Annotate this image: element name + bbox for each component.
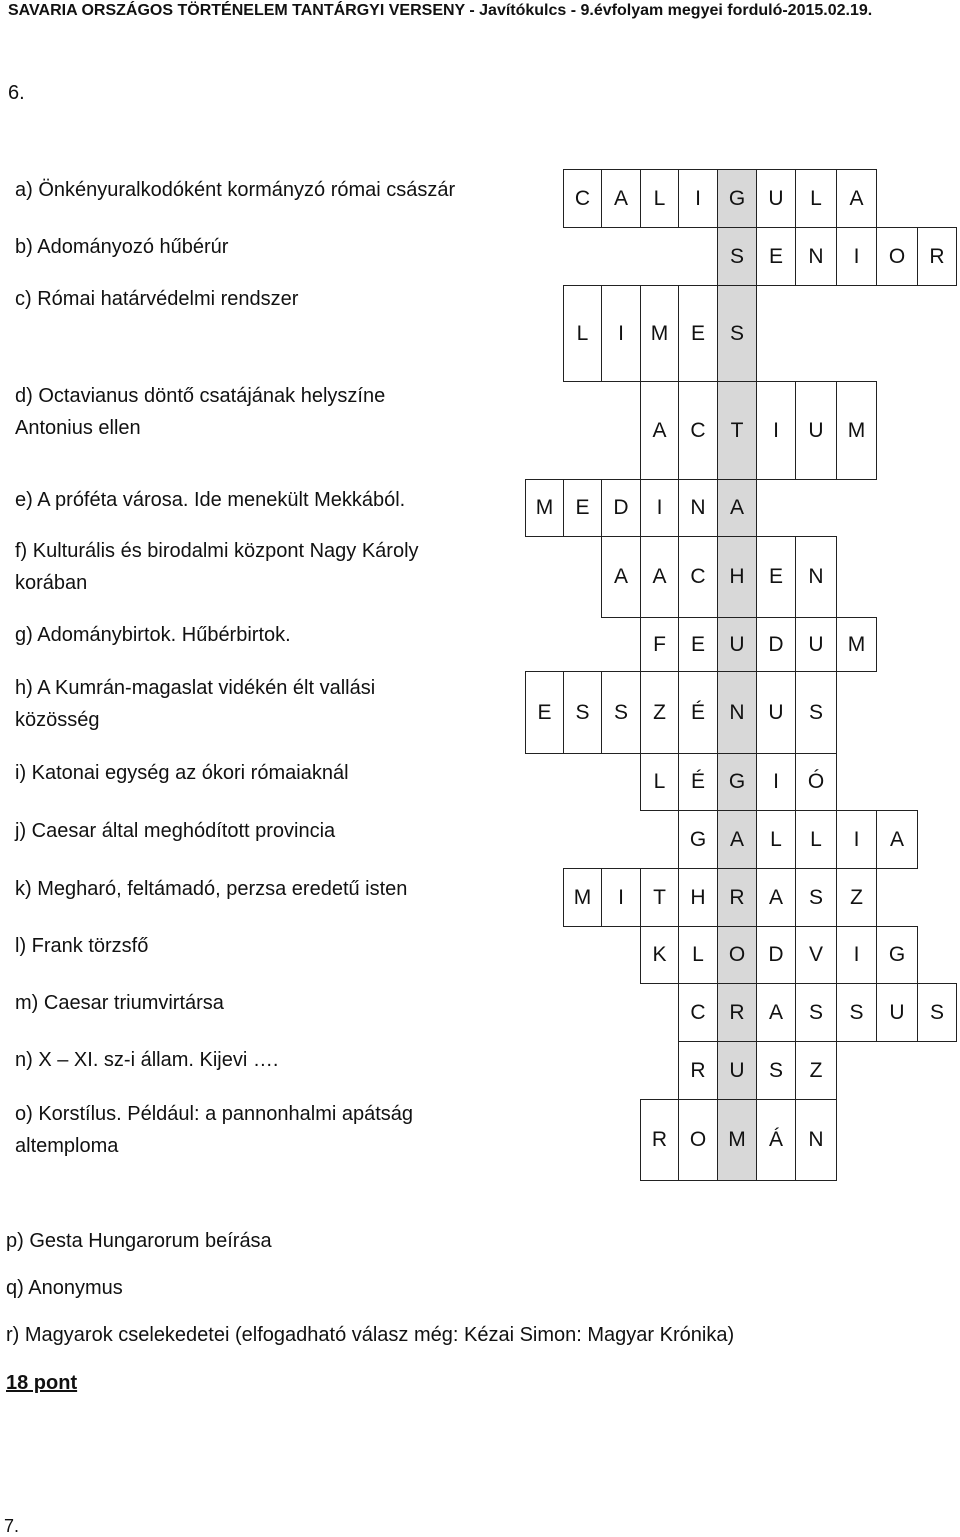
crossword-cell: S bbox=[917, 983, 957, 1042]
crossword-cell: S bbox=[795, 868, 837, 927]
page-header: SAVARIA ORSZÁGOS TÖRTÉNELEM TANTÁRGYI VERSENY - Javítókulcs - 9.évfolyam megyei forduló-2015.02.19. bbox=[8, 2, 873, 19]
crossword-cell: G bbox=[717, 753, 757, 811]
crossword-cell: A bbox=[640, 381, 679, 480]
crossword-cell: G bbox=[876, 926, 918, 984]
crossword-cell: R bbox=[640, 1099, 679, 1181]
clue-e: e) A próféta városa. Ide menekült Mekkából. bbox=[15, 489, 406, 511]
footer-r: r) Magyarok cselekedetei (elfogadható válasz még: Kézai Simon: Magyar Krónika) bbox=[6, 1324, 735, 1346]
crossword-cell: I bbox=[756, 753, 796, 811]
crossword-cell: S bbox=[756, 1041, 796, 1100]
crossword-cell: E bbox=[678, 617, 718, 672]
crossword-cell: E bbox=[678, 285, 718, 382]
crossword-cell: H bbox=[717, 536, 757, 618]
crossword-cell: L bbox=[756, 810, 796, 869]
clue-h: h) A Kumrán-magaslat vidékén élt vallási közösség bbox=[15, 677, 376, 731]
crossword-cell: D bbox=[756, 926, 796, 984]
crossword-cell: A bbox=[601, 536, 641, 618]
crossword-cell: Ó bbox=[795, 753, 837, 811]
crossword-cell: H bbox=[678, 868, 718, 927]
crossword-cell: L bbox=[795, 169, 837, 228]
crossword-cell: E bbox=[756, 227, 796, 286]
crossword-cell: S bbox=[601, 671, 641, 754]
crossword-cell: S bbox=[836, 983, 877, 1042]
crossword-cell: N bbox=[678, 479, 718, 537]
crossword-cell: V bbox=[795, 926, 837, 984]
crossword-cell: I bbox=[756, 381, 796, 480]
crossword-cell: Z bbox=[795, 1041, 837, 1100]
crossword-cell: I bbox=[836, 227, 877, 286]
crossword-cell: A bbox=[640, 536, 679, 618]
footer-p: p) Gesta Hungarorum beírása bbox=[6, 1230, 272, 1252]
crossword-cell: R bbox=[717, 983, 757, 1042]
crossword-cell: D bbox=[756, 617, 796, 672]
crossword-cell: F bbox=[640, 617, 679, 672]
crossword-cell: S bbox=[563, 671, 602, 754]
crossword-cell: M bbox=[836, 617, 877, 672]
clue-b: b) Adományozó hűbérúr bbox=[15, 236, 229, 258]
crossword-cell: M bbox=[640, 285, 679, 382]
footer-q: q) Anonymus bbox=[6, 1277, 123, 1299]
crossword-cell: A bbox=[756, 983, 796, 1042]
crossword-cell: U bbox=[795, 381, 837, 480]
crossword-cell: O bbox=[678, 1099, 718, 1181]
crossword-cell: A bbox=[756, 868, 796, 927]
crossword-cell: M bbox=[717, 1099, 757, 1181]
crossword-cell: N bbox=[795, 1099, 837, 1181]
crossword-cell: G bbox=[678, 810, 718, 869]
crossword-cell: M bbox=[525, 479, 564, 537]
crossword-cell: T bbox=[640, 868, 679, 927]
crossword-cell: É bbox=[678, 753, 718, 811]
crossword-cell: L bbox=[678, 926, 718, 984]
crossword-cell: A bbox=[717, 479, 757, 537]
crossword-cell: I bbox=[836, 926, 877, 984]
crossword-cell: S bbox=[717, 285, 757, 382]
next-task-number: 7. bbox=[4, 1516, 20, 1536]
crossword-cell: I bbox=[640, 479, 679, 537]
crossword-cell: E bbox=[525, 671, 564, 754]
crossword-cell: É bbox=[678, 671, 718, 754]
crossword-cell: G bbox=[717, 169, 757, 228]
crossword-cell: I bbox=[601, 285, 641, 382]
crossword-cell: A bbox=[836, 169, 877, 228]
crossword-cell: E bbox=[756, 536, 796, 618]
crossword-cell: A bbox=[876, 810, 918, 869]
clue-m: m) Caesar triumvirtársa bbox=[15, 992, 224, 1014]
crossword-cell: U bbox=[756, 671, 796, 754]
crossword-cell: C bbox=[678, 983, 718, 1042]
crossword-cell: C bbox=[678, 536, 718, 618]
crossword-cell: M bbox=[836, 381, 877, 480]
task-number: 6. bbox=[8, 82, 25, 104]
crossword-cell: M bbox=[563, 868, 602, 927]
crossword-cell: I bbox=[836, 810, 877, 869]
clue-g: g) Adománybirtok. Hűbérbirtok. bbox=[15, 624, 291, 646]
crossword-cell: Á bbox=[756, 1099, 796, 1181]
crossword-cell: S bbox=[795, 671, 837, 754]
crossword-cell: R bbox=[717, 868, 757, 927]
crossword-cell: U bbox=[717, 1041, 757, 1100]
crossword-cell: L bbox=[563, 285, 602, 382]
clue-j: j) Caesar által meghódított provincia bbox=[15, 820, 336, 842]
crossword-cell: I bbox=[678, 169, 718, 228]
clue-c: c) Római határvédelmi rendszer bbox=[15, 288, 299, 310]
crossword-cell: L bbox=[640, 753, 679, 811]
crossword-cell: L bbox=[795, 810, 837, 869]
crossword-cell: I bbox=[601, 868, 641, 927]
crossword-cell: U bbox=[756, 169, 796, 228]
clue-k: k) Megharó, feltámadó, perzsa eredetű isten bbox=[15, 878, 408, 900]
clue-d: d) Octavianus döntő csatájának helyszíne Antonius ellen bbox=[15, 385, 386, 439]
crossword-cell: Z bbox=[836, 868, 877, 927]
crossword-cell: O bbox=[876, 227, 918, 286]
crossword-cell: L bbox=[640, 169, 679, 228]
crossword-cell: N bbox=[795, 536, 837, 618]
crossword-cell: A bbox=[717, 810, 757, 869]
crossword-cell: N bbox=[717, 671, 757, 754]
crossword-cell: Z bbox=[640, 671, 679, 754]
crossword-cell: A bbox=[601, 169, 641, 228]
clue-f: f) Kulturális és birodalmi központ Nagy Károly korában bbox=[15, 540, 419, 594]
crossword-cell: D bbox=[601, 479, 641, 537]
clue-n: n) X – XI. sz-i állam. Kijevi …. bbox=[15, 1049, 279, 1071]
crossword-cell: S bbox=[795, 983, 837, 1042]
crossword-cell: N bbox=[795, 227, 837, 286]
clue-o: o) Korstílus. Például: a pannonhalmi apátság altemploma bbox=[15, 1103, 414, 1157]
crossword-cell: O bbox=[717, 926, 757, 984]
crossword-cell: R bbox=[678, 1041, 718, 1100]
crossword-cell: C bbox=[563, 169, 602, 228]
crossword-cell: C bbox=[678, 381, 718, 480]
points-total: 18 pont bbox=[6, 1372, 78, 1394]
clue-l: l) Frank törzsfő bbox=[15, 935, 149, 957]
crossword-cell: E bbox=[563, 479, 602, 537]
crossword-cell: K bbox=[640, 926, 679, 984]
clue-a: a) Önkényuralkodóként kormányzó római császár bbox=[15, 179, 456, 201]
clue-i: i) Katonai egység az ókori rómaiaknál bbox=[15, 762, 349, 784]
crossword-cell: U bbox=[795, 617, 837, 672]
crossword-cell: U bbox=[717, 617, 757, 672]
crossword-cell: S bbox=[717, 227, 757, 286]
crossword-cell: R bbox=[917, 227, 957, 286]
crossword-cell: U bbox=[876, 983, 918, 1042]
crossword-cell: T bbox=[717, 381, 757, 480]
